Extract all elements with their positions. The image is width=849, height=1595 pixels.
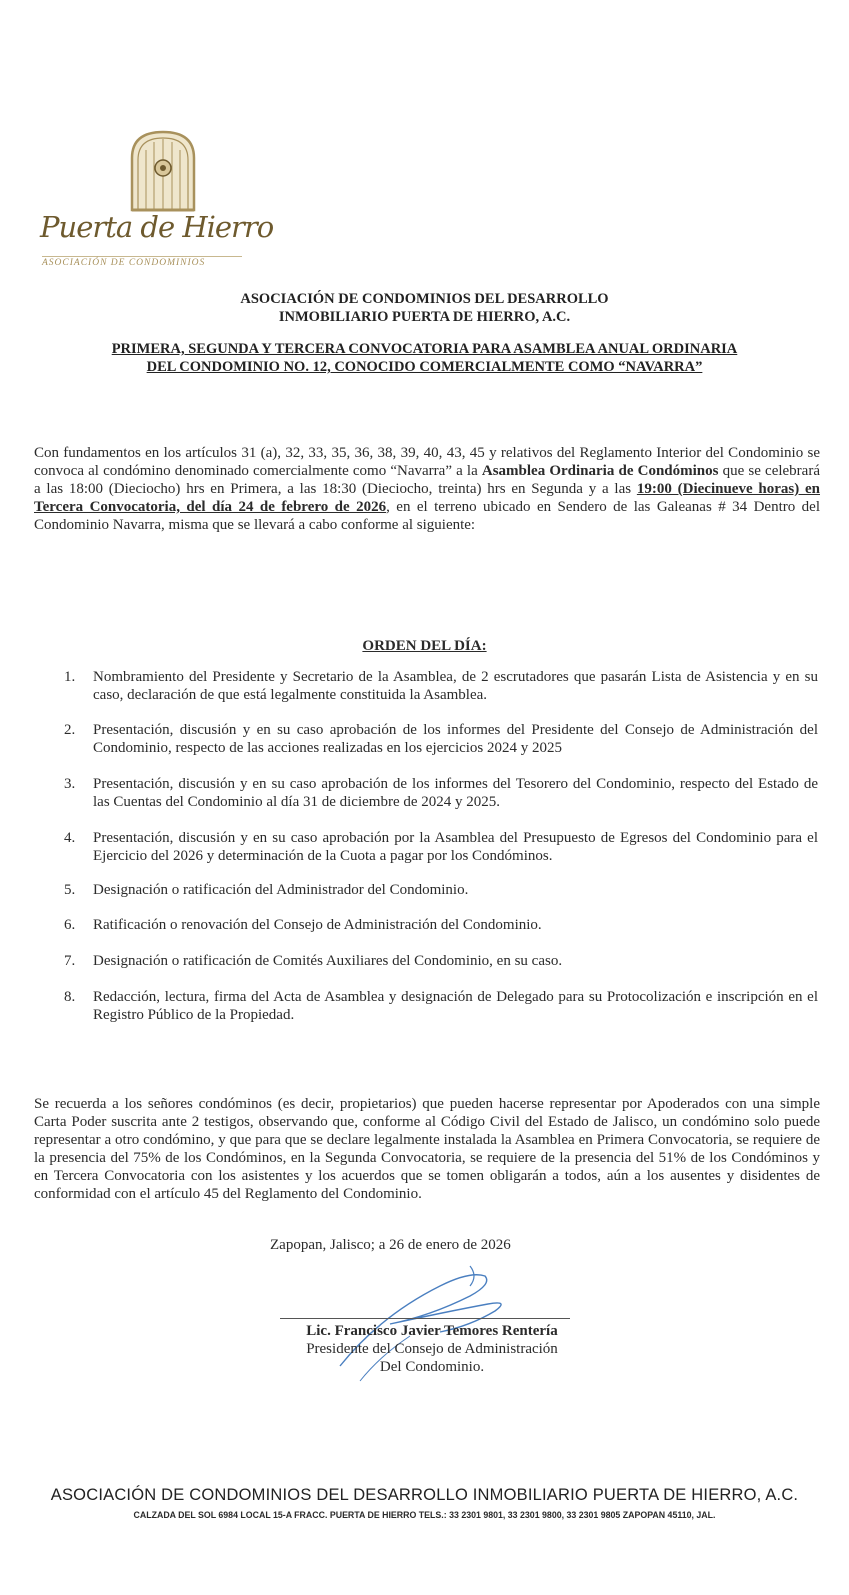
conv-line-1: PRIMERA, SEGUNDA Y TERCERA CONVOCATORIA PARA ASAMBLEA ANUAL ORDINARIA	[111, 341, 738, 357]
signer-role-1: Presidente del Consejo de Administración	[306, 1341, 558, 1357]
intro-paragraph	[34, 444, 820, 534]
agenda-item-number: 6.	[64, 917, 76, 933]
agenda-item-text: Redacción, lectura, firma del Acta de Asamblea y designación de Delegado para su Protocolización e inscripción en el Registro Público de la Propiedad.	[93, 989, 818, 1023]
agenda-item-text: Designación o ratificación del Administrador del Condominio.	[93, 882, 469, 898]
intro-text-3: , en el terreno ubicado en Sendero de las Galeanas # 34 Dentro del Condominio Navarra, misma que se llevará a cabo conforme al siguiente:	[34, 499, 820, 533]
signature-line	[280, 1318, 570, 1319]
agenda-item-number: 8.	[64, 989, 76, 1005]
intro-bold-1: Asamblea Ordinaria de Condóminos	[481, 463, 719, 479]
agenda-title: ORDEN DEL DÍA:	[362, 638, 487, 654]
org-line-1: ASOCIACIÓN DE CONDOMINIOS DEL DESARROLLO	[240, 291, 609, 307]
logo-subtitle: ASOCIACIÓN DE CONDOMINIOS	[42, 256, 242, 268]
gate-arch-icon	[128, 128, 198, 212]
logo-script-text: Puerta de Hierro	[40, 210, 274, 244]
convocation-title	[0, 340, 849, 376]
agenda-item-text: Presentación, discusión y en su caso aprobación por la Asamblea del Presupuesto de Egresos del Condominio para el Ejercicio del 2026 y determinación de la Cuota a pagar por los Condóminos.	[93, 830, 818, 864]
footer-address: CALZADA DEL SOL 6984 LOCAL 15-A FRACC. PUERTA DE HIERRO TELS.: 33 2301 9801, 33 2301 9800, 33 2301 9805 ZAPOPAN 45110, JAL.	[133, 1510, 716, 1520]
agenda-item-text: Designación o ratificación de Comités Auxiliares del Condominio, en su caso.	[93, 953, 563, 969]
agenda-item-text: Presentación, discusión y en su caso aprobación de los informes del Tesorero del Condominio, respecto del Estado de las Cuentas del Condominio al día 31 de diciembre de 2024 y 2025.	[93, 776, 818, 810]
intro-bold-2: 19:00 (Diecinueve horas) en Tercera Convocatoria, del día 24 de febrero de 2026	[34, 481, 820, 515]
conv-line-2: DEL CONDOMINIO NO. 12, CONOCIDO COMERCIALMENTE COMO “NAVARRA”	[146, 359, 703, 375]
agenda-item-number: 5.	[64, 882, 76, 898]
organization-header	[0, 290, 849, 326]
agenda-item-text: Presentación, discusión y en su caso aprobación de los informes del Presidente del Consejo de Administración del Condominio, respecto de las acciones realizadas en los ejercicios 2024 y 2025	[93, 722, 818, 756]
agenda-item-number: 1.	[64, 669, 76, 685]
agenda-item-number: 7.	[64, 953, 76, 969]
agenda-item-text: Nombramiento del Presidente y Secretario de la Asamblea, de 2 escrutadores que pasarán Lista de Asistencia y en su caso, declaración de que está legalmente constituida la Asamblea.	[93, 669, 818, 703]
footer-organization: ASOCIACIÓN DE CONDOMINIOS DEL DESARROLLO INMOBILIARIO PUERTA DE HIERRO, A.C.	[50, 1486, 799, 1504]
signer-role-2: Del Condominio.	[379, 1359, 485, 1375]
agenda-item-number: 4.	[64, 830, 76, 846]
agenda-item-number: 2.	[64, 722, 76, 738]
intro-text-1: Con fundamentos en los artículos 31 (a), 32, 33, 35, 36, 38, 39, 40, 43, 45 y relativos del Reglamento Interior del Condominio se convoca al condómino denominado comercialmente como “Navarra” a la	[34, 445, 820, 479]
signer-name: Lic. Francisco Javier Temores Rentería	[306, 1323, 558, 1339]
org-line-2: INMOBILIARIO PUERTA DE HIERRO, A.C.	[278, 309, 571, 325]
place-date: Zapopan, Jalisco; a 26 de enero de 2026	[270, 1237, 511, 1253]
agenda-item-text: Ratificación o renovación del Consejo de Administración del Condominio.	[93, 917, 542, 933]
intro-text-2: que se celebrará a las 18:00 (Dieciocho) hrs en Primera, a las 18:30 (Dieciocho, treinta) hrs en Segunda y a las	[34, 463, 820, 497]
puerta-de-hierro-logo	[40, 128, 274, 273]
agenda-item-number: 3.	[64, 776, 76, 792]
reminder-paragraph: Se recuerda a los señores condóminos (es decir, propietarios) que pueden hacerse representar por Apoderados con una simple Carta Poder suscrita ante 2 testigos, observando que, conforme al Código Civil del Estado de Jalisco, un condómino solo puede representar a otro condómino, y que para que se declare legalmente instalada la Asamblea en Primera Convocatoria, se requiere de la presencia del 75% de los Condóminos, en la Segunda Convocatoria, se requiere de la presencia del 51% de los Condóminos y en Tercera Convocatoria con los asistentes y los acuerdos que se tomen obligarán a todos, aún a los ausentes y disidentes de conformidad con el artículo 45 del Reglamento del Condominio.	[34, 1096, 820, 1202]
